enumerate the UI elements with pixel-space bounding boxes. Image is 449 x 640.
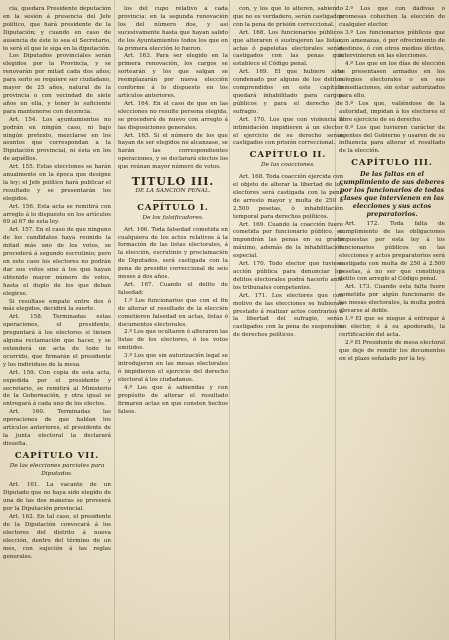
paragraph: con, y los que lo alteren, sabiendo que no es verdadero, serán castigados con la pena de prisión correccional. — [233, 6, 343, 28]
paragraph: Art. 170. Todo elector que tuviese acción pública para denunciar los delitos electorales podrá hacerlo ante los tribunales competentes. — [233, 261, 343, 291]
chapter-heading: CAPÍTULO I. — [137, 202, 209, 213]
paragraph: Art. 155. Estas elecciones se harán anualmente en la época que designe la ley; el Jefe político hará publicar el resultado y se presentarán los elegidos. — [3, 164, 111, 202]
paragraph: 1.º El que se niegue á entregar á un elector, ó á su apoderado, la certificación del acta. — [339, 316, 445, 338]
paragraph: 2.º Los que con dádivas ó promesas cohechen la elección de cualquier elector. — [339, 6, 445, 28]
paragraph: los del cupo relativo á cada provincia: en la segunda renovación los del número dos, y así sucesivamente hasta que hayan salido de los Ayuntamientos todos los que en la primera elección lo fueron. — [118, 6, 228, 52]
paragraph: Art. 169. El que hubiere sido condenado por alguno de los delitos comprendidos en este capítulo quedará inhabilitado para cargos públicos y para el derecho de sufragio. — [233, 69, 343, 115]
chapter-subtitle: De las faltas en el cumplimiento de sus deberes por los funcionarios de todas clases que intervienen en las elecciones y sus actos preparatorios. — [339, 170, 445, 219]
paragraph: cia, quedará Presidente deputación en la sesión á presencia del Jefe político, que hará presidente de la Diputación; y cuando en caso de ausencia de éste lo sea el Secretario, lo será el que le siga en la diputación. — [3, 6, 111, 52]
text-column-4 — [339, 6, 445, 636]
paragraph: Art. 167. Cuando el delito de falsedad: — [118, 282, 228, 296]
paragraph: Art. 169. Cuando la coacción fuere cometida por funcionario público, se impondrán las penas en su grado máximo, además de la inhabilitación especial. — [233, 221, 343, 260]
chapter-heading: CAPÍTULO VII. — [14, 450, 100, 461]
text-column-3 — [233, 6, 343, 636]
chapter-heading: CAPÍTULO II. — [249, 150, 327, 161]
paragraph: 2.º El Presidente de mesa electoral que deje de remitir los documentos en el plazo señalado por la ley. — [339, 339, 445, 362]
paragraph: 3.º Los que sin autorización legal se introdujeren en las mesas electorales ó impidieren el ejercicio del derecho electoral á los ciudadanos. — [118, 353, 228, 383]
text-column-2 — [118, 6, 228, 636]
paragraph: Art. 172. Toda falta de cumplimiento de las obligaciones impuestas por esta ley á los funcionarios públicos en las elecciones y actos preparatorios será castigada con multa de 250 á 2.500 pesetas, á no ser que constituya delito con arreglo al Código penal. — [339, 221, 445, 283]
paragraph: Art. 171. Los electores que con motivo de las elecciones se hubieran prestado á realizar actos contrarios á la libertad del sufragio, serán castigados con la pena de suspensión de derechos políticos. — [233, 292, 343, 339]
paragraph: Art. 164. En el caso de que en las elecciones no resulte persona elegida, se procederá de nuevo con arreglo á las disposiciones generales. — [118, 100, 228, 131]
paragraph: Art. 173. Cuando esta falta fuere cometida por algún funcionario de las mesas electorales, la multa podrá elevarse al doble. — [339, 284, 445, 315]
paragraph: 2.º Los que ocultaren ó alteraren las listas de los electores, ó los votos emitidos. — [118, 329, 228, 352]
paragraph: Art. 162. En tal caso, el presidente de la Diputación convocará á los electores del distrito á nueva elección, dentro del término de un mes, con sujeción á las reglas generales. — [3, 514, 111, 560]
chapter-subtitle: De los falsificadores. — [142, 214, 204, 221]
column-divider — [114, 0, 115, 640]
column-divider — [229, 0, 230, 640]
chapter-subtitle: De las coacciones. — [260, 162, 316, 169]
title-heading: TITULO III. — [131, 175, 215, 189]
paragraph: 4.º Los que á sabiendas y con propósito de alterar el resultado firmaren actas en que consten hechos falsos. — [118, 384, 228, 415]
text-column-1 — [3, 6, 111, 636]
chapter-heading: CAPÍTULO III. — [351, 158, 433, 169]
paragraph: 6.º Los que tuvieren carácter de agentes del Gobierno y usaren de su influencia para alterar el resultado de la elección. — [339, 124, 445, 155]
paragraph: Art. 159. Con copia de esta acta, expedida por el presidente y secretario, se remitirá al Ministerio de la Gobernación, y otra igual se entregará á cada uno de los electos. — [3, 369, 111, 408]
paragraph: Art. 165. Si el número de los que hayan de ser elegidos no alcanzase, se harán las correspondientes operaciones, y se declarará electos los que reúnan mayor número de votos. — [118, 132, 228, 171]
paragraph: 4.º Los que en los días de elección se presentasen armados en los colegios electorales o en sus inmediaciones, sin estar autorizados para ello. — [339, 61, 445, 99]
chapter-subtitle: De las elecciones parciales para Diputados. — [9, 462, 105, 477]
paragraph: Art. 154. Los ayuntamientos no podrán en ningún caso, ni bajo ningún pretexto, mezclarse en los asuntos que correspondan a la Diputación provincial, ni ésta en los de aquéllos. — [3, 116, 111, 163]
paragraph: Art. 170. Los que con violencia ó intimidación impidieren á un elector el ejercicio de su derecho serán castigados con prisión correccional. — [233, 116, 343, 147]
paragraph: Art. 160. Terminadas las operaciones de que hablan los artículos anteriores, el presidente de la junta electoral la declarará disuelta. — [3, 409, 111, 447]
paragraph: 5.º Los que, valiéndose de la autoridad, impidan á los electores el libre ejercicio de su derecho. — [339, 100, 445, 123]
paragraph: Los Diputados provinciales serán elegidos por la Provincia, y se renovarán por mitad cada dos años; para serlo se requiere ser ciudadano, mayor de 25 años, natural de la provincia o con vecindad de siete años en ella, y tener lo suficiente para mantenerse con decencia. — [3, 53, 111, 115]
paragraph: Art. 168. Los funcionarios públicos que alteraren ó sustrajeren las listas, actas ó papeletas electorales serán castigados con las penas que establece el Código penal. — [233, 29, 343, 68]
paragraph: Art. 163. Para ser elegido en la primera renovación, los cargos se sortearán y los que salgan se reemplazarán por nueva elección conforme á lo dispuesto en los artículos anteriores. — [118, 53, 228, 99]
paragraph: 1.º Los funcionarios que con el fin de alterar el resultado de la elección cometieren falsedad en actas, listas ó documentos electorales. — [118, 297, 228, 328]
paragraph: Art. 166. Toda falsedad cometida en cualquiera de los actos relativos á la formación de las listas electorales, á la elección, escrutinio y proclamación de Diputados, será castigada con la pena de presidio correccional de seis meses á dos años. — [118, 226, 228, 281]
section-rule — [153, 200, 193, 201]
paragraph: Si resultase empate entre dos ó más elegidos, decidirá la suerte. — [3, 298, 111, 313]
title-subtitle: DE LA SANCIÓN PENAL. — [135, 187, 211, 194]
paragraph: Art. 156. Esta acta se remitirá con arreglo á lo dispuesto en los artículos 69 al 67 de esta ley. — [3, 203, 111, 226]
paragraph: Art. 158. Terminadas estas operaciones, el presidente, preguntará á los electores si tienen alguna reclamación que hacer, y se extenderá un acta de todo lo ocurrido, que firmarán el presidente y los individuos de la mesa. — [3, 314, 111, 368]
paragraph: Art. 161. La vacante de un Diputado que no haya sido elegido de una de las dos maneras se proveerá por la Diputación provincial. — [3, 482, 111, 513]
paragraph: Art. 157. En el caso de que ninguno de los candidatos haya reunido la mitad más uno de los votos, se procederá á segundo escrutinio; pero en este caso los electores no podrán dar sus votos sino á los que hayan obtenido mayor número de votos, hasta el duplo de los que deban elegirse. — [3, 227, 111, 297]
paragraph: 3.º Los funcionarios públicos que con amenazas, ó por ofrecimiento de destinos, ó con otros medios ilícitos, intervinieren en las elecciones. — [339, 29, 445, 60]
paragraph: Art. 168. Toda coacción ejercida con el objeto de alterar la libertad de los electores será castigada con la pena de arresto mayor y multa de 250 á 2.500 pesetas, ó inhabilitación temporal para derechos políticos. — [233, 174, 343, 220]
